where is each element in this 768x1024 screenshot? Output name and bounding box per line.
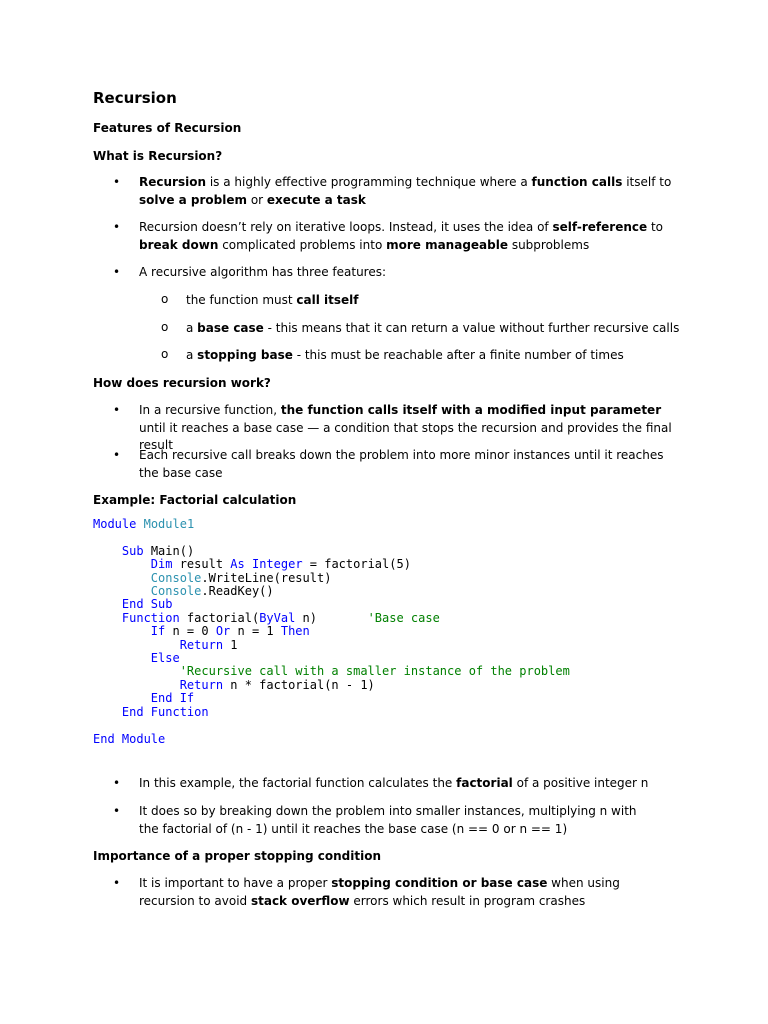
what-bullet-1: Recursion is a highly effective programming technique where a function calls itself to solve a problem or execute a task xyxy=(139,175,672,207)
sub-bullet-1: the function must call itself xyxy=(186,293,359,307)
how-bullet-2: Each recursive call breaks down the problem into more minor instances until it reaches the base case xyxy=(139,448,664,480)
bullet-marker: • xyxy=(113,876,121,890)
example-bullet-2: It does so by breaking down the problem into smaller instances, multiplying n with the factorial of (n - 1) until it reaches the base case (n == 0 or n == 1) xyxy=(139,804,637,836)
bullet-marker: • xyxy=(113,776,121,790)
example-heading: Example: Factorial calculation xyxy=(93,493,297,507)
sub-bullet-marker: o xyxy=(161,320,169,334)
bullet-marker: • xyxy=(113,220,121,234)
what-bullet-3: A recursive algorithm has three features: xyxy=(139,265,387,279)
example-bullet-1: In this example, the factorial function calculates the factorial of a positive integer n xyxy=(139,776,649,790)
stopping-heading: Importance of a proper stopping condition xyxy=(93,849,381,863)
bullet-marker: • xyxy=(113,448,121,462)
bullet-marker: • xyxy=(113,175,121,189)
bullet-marker: • xyxy=(113,265,121,279)
sub-bullet-2: a base case - this means that it can return a value without further recursive calls xyxy=(186,321,680,335)
page-title: Recursion xyxy=(93,89,177,107)
how-heading: How does recursion work? xyxy=(93,376,271,390)
code-block: Module Module1 Sub Main() Dim result As Integer = factorial(5) Console.WriteLine(result) Console.ReadKey() End Sub Function factorial(ByVal n) 'Base case If n = 0 Or n = 1 Then Return 1 Else 'Recursive call with a smaller instance of the problem Return n * factorial(n - 1) End If End Function End Module xyxy=(93,517,570,746)
sub-bullet-marker: o xyxy=(161,292,169,306)
stopping-bullet-1: It is important to have a proper stopping condition or base case when using recursion to avoid stack overflow errors which result in program crashes xyxy=(139,876,620,908)
features-heading: Features of Recursion xyxy=(93,121,242,135)
sub-bullet-marker: o xyxy=(161,347,169,361)
bullet-marker: • xyxy=(113,403,121,417)
bullet-marker: • xyxy=(113,804,121,818)
how-bullet-1: In a recursive function, the function calls itself with a modified input parameter until it reaches a base case — a condition that stops the recursion and provides the final result xyxy=(139,403,672,452)
what-heading: What is Recursion? xyxy=(93,149,223,163)
sub-bullet-3: a stopping base - this must be reachable after a finite number of times xyxy=(186,348,624,362)
what-bullet-2: Recursion doesn’t rely on iterative loops. Instead, it uses the idea of self-reference to break down complicated problems into more manageable subproblems xyxy=(139,220,663,252)
